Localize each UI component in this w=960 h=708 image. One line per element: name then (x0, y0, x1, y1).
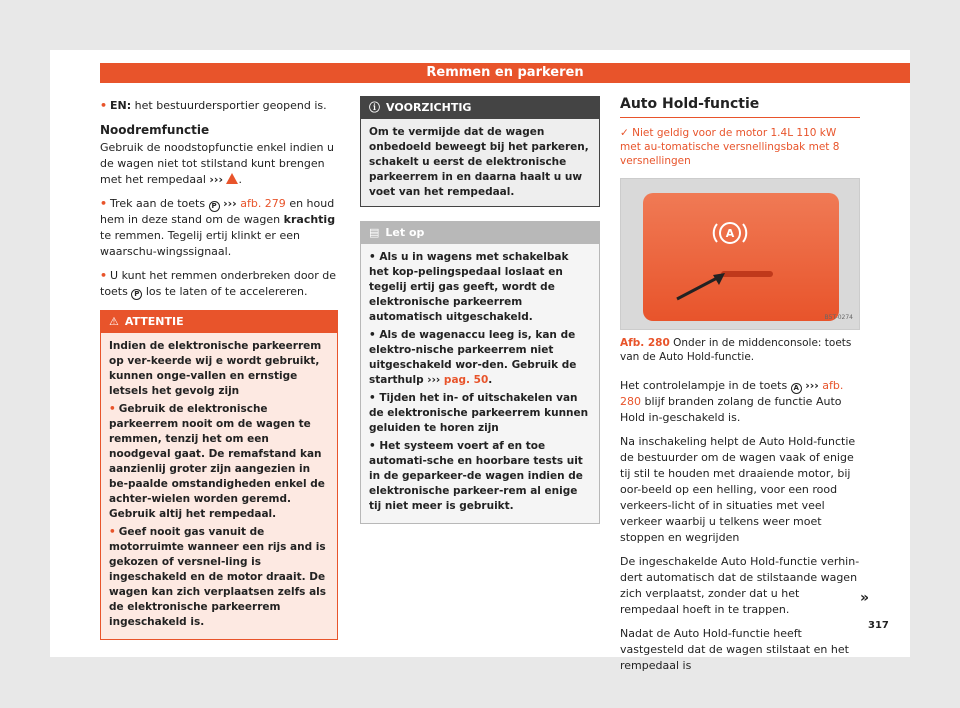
bullet-item: • U kunt het remmen onderbreken door de toets P los te laten of te accelereren. (100, 269, 337, 298)
body-paragraph: De ingeschakelde Auto Hold-functie verhin-dert automatisch dat de stilstaande wagen zich verplaatst, zonder dat u het rempedaal hoeft in te trappen. (620, 555, 860, 616)
note-icon: ▤ (369, 226, 380, 239)
note-title: ▤ Let op (361, 222, 599, 244)
parking-brake-icon: P (131, 289, 142, 300)
note-bullet: • Het systeem voert af en toe automati-sche en hoorbare tests uit in de geparkeer-de wagen indien de elektronische parkeer-rem al enige tij niet meer is gebruikt. (369, 440, 583, 512)
warning-bullet: • Gebruik de elektronische parkeerrem nooit om de wagen te remmen, tenzij het om een noodgeval gaat. De remafstand kan aanzienlij groter zijn aangezien in be-paalde omstandigheden enkel de achter-wielen worden geremd. Gebruik altij het rempedaal. (109, 403, 325, 520)
note-bullet: • Als de wagenaccu leeg is, kan de elektro-nische parkeerrem niet uitgeschakeld wor-den. Gebruik de starthulp ››› pag. 50. (369, 329, 577, 386)
validity-note: ✓ Niet geldig voor de motor 1.4L 110 kW met au-tomatische versnellingsbak met 8 versnellingen (620, 127, 840, 167)
body-paragraph: Het controlelampje in de toets A ››› afb. 280 blijf branden zolang de functie Auto Hold in-geschakeld is. (620, 379, 844, 424)
warning-bullet: • Geef nooit gas vanuit de motorruimte wanneer een rijs and is gekozen of versnel-ling is ingeschakeld en de motor draait. De wagen kan zich verplaatsen zelfs als de elektronische parkeerrem ingeschakeld is. (109, 526, 327, 628)
bullet-icon: • (369, 392, 380, 404)
caution-body: Om te vermijde dat de wagen onbedoeld beweegt bij het parkeren, schakelt u eerst de elektronische parkeerrem in en daarna haalt u uw voet van het rempedaal. (361, 119, 599, 206)
bullet-icon: • (369, 329, 380, 341)
column-right (620, 96, 860, 682)
caution-box (360, 96, 600, 207)
figure-auto-hold-button (620, 178, 860, 330)
figure-link[interactable]: afb. 280 (620, 379, 844, 408)
bullet-icon: • (100, 99, 108, 112)
bullet-icon: • (100, 197, 108, 210)
body-paragraph: Na inschakeling helpt de Auto Hold-functie de bestuurder om de wagen vaak of enige tij stil te houden met draaiende motor, bij oor-beeld op een helling, voor een rood verkeers-licht of in situaties met veel verkeer waarbij u telkens weer moet stoppen en wegrijden (620, 435, 856, 544)
figure-link[interactable]: afb. 279 (240, 197, 286, 210)
page (50, 50, 910, 672)
bullet-icon: • (109, 403, 116, 415)
arrow-icon (673, 271, 733, 301)
bullet-icon: • (100, 269, 108, 282)
auto-hold-inline-icon: A (791, 383, 802, 394)
en-item: • EN: het bestuurdersportier geopend is. (100, 99, 327, 112)
console-panel (643, 193, 839, 321)
page-link[interactable]: pag. 50 (443, 374, 489, 386)
caution-title: ⓘ VOORZICHTIG (361, 97, 599, 119)
page-number: 317 (868, 620, 889, 631)
warning-icon: ⚠ (109, 315, 119, 328)
parking-brake-icon: P (209, 201, 220, 212)
info-circle-icon: ⓘ (369, 101, 380, 114)
note-body (361, 244, 599, 523)
note-bullet: • Tijden het in- of uitschakelen van de elektronische parkeerrem kunnen geluiden te horen zijn (369, 392, 589, 434)
check-icon: ✓ (620, 127, 629, 139)
warning-triangle-icon (226, 173, 238, 184)
column-left (100, 98, 338, 640)
section-title: Auto Hold-functie (620, 96, 860, 118)
figure-code: B5T-0274 (824, 314, 853, 321)
note-box (360, 221, 600, 524)
warning-box (100, 310, 338, 640)
warning-body: Indien de elektronische parkeerrem op ver-keerde wij e wordt gebruikt, kunnen onge-vallen en ernstige letsels het gevolg zijn • Gebruik de elektronische parkeerrem nooit om de wagen te remmen, tenzij het om een noodgeval gaat. De remafstand kan aanzienlij groter zijn aangezien in be-paalde omstandigheden enkel de achter-wielen worden geremd. Gebruik altij het rempedaal. • Geef nooit gas vanuit de motorruimte wanneer een rijs and is gekozen of versnel-ling is ingeschakeld en de motor draait. De wagen kan zich verplaatsen zelfs als de elektronische parkeerrem ingeschakeld is. (101, 333, 337, 639)
bullet-icon: • (369, 440, 380, 452)
continue-icon: » (860, 590, 870, 606)
auto-hold-icon (709, 219, 751, 247)
column-middle (360, 96, 600, 524)
auto-hold-icon-letter: A (725, 227, 735, 240)
body-paragraph: Nadat de Auto Hold-functie heeft vastgesteld dat de wagen stilstaat en het rempedaal is (620, 627, 849, 672)
figure-caption: Afb. 280 Onder in de middenconsole: toets van de Auto Hold-functie. (620, 337, 852, 363)
section-heading: Noodremfunctie (100, 123, 210, 137)
bullet-icon: • (369, 251, 380, 263)
bullet-icon: • (109, 526, 116, 538)
note-bullet: • Als u in wagens met schakelbak het kop-pelingspedaal loslaat en tegelij ertij gas geeft, wordt de elektronische parkeerrem automatisch uitgeschakeld. (369, 251, 569, 323)
page-header: Remmen en parkeren (100, 63, 910, 83)
bullet-item: • Trek aan de toets P ››› afb. 279 en houd hem in deze stand om de wagen krachtig te remmen. Tegelij ertij klinkt er een waarschu-wingssignaal. (100, 197, 336, 258)
warning-title: ⚠ ATTENTIE (101, 311, 337, 333)
intro-text: Gebruik de noodstopfunctie enkel indien u de wagen niet tot stilstand kunt brengen met het rempedaal ››› . (100, 141, 334, 186)
